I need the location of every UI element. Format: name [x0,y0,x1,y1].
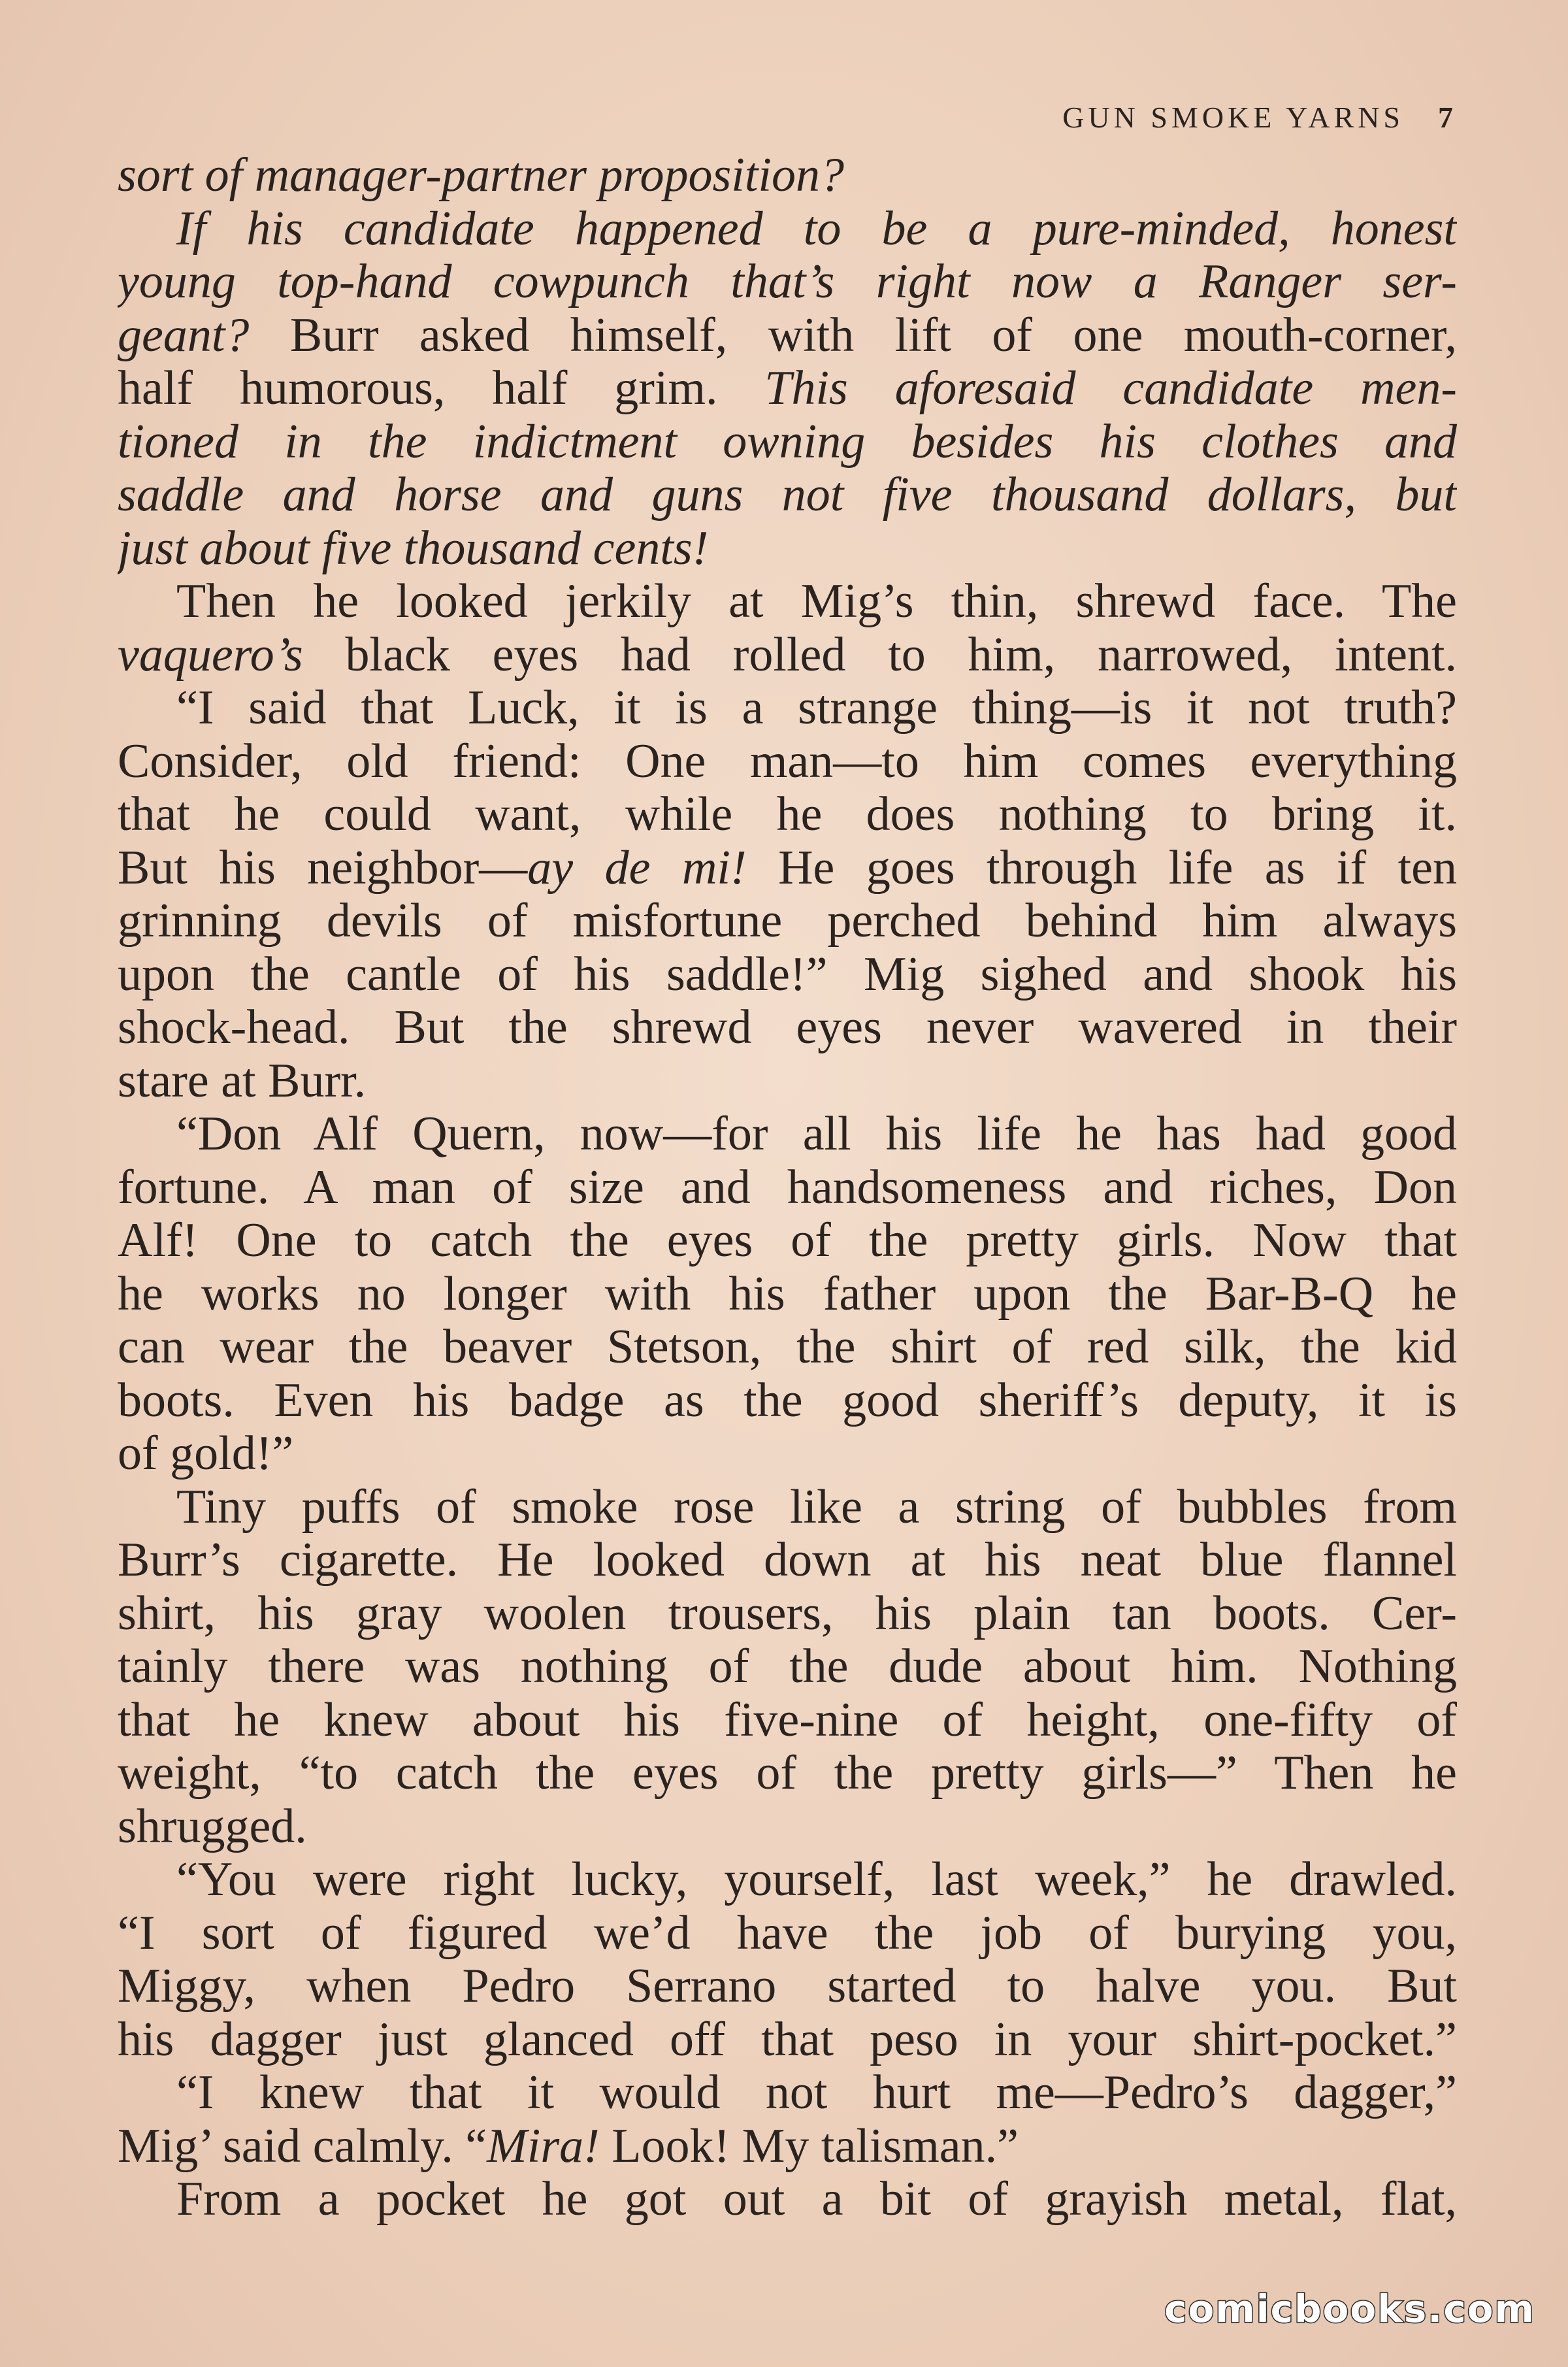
text-segment: shirt, his gray woolen trousers, his plain tan boots. Cer- [118,1587,1457,1640]
text-segment: black eyes had rolled to him, narrowed, intent. [302,628,1457,682]
running-head-title: GUN SMOKE YARNS [1062,101,1404,134]
text-line [118,1268,1457,1321]
text-line [118,682,1457,735]
text-segment: Alf! One to catch the eyes of the pretty girls. Now that [118,1214,1457,1267]
text-line [118,1214,1457,1268]
text-segment: shock-head. But the shrewd eyes never wavered in their [118,1001,1457,1054]
text-line [118,575,1457,629]
text-line [118,735,1457,789]
text-segment: Burr asked himself, with lift of one mouth-corner, [249,308,1457,362]
text-segment: But his neighbor— [118,841,528,895]
text-line [118,1907,1457,1961]
text-segment: tainly there was nothing of the dude about him. Nothing [118,1640,1457,1693]
text-line [118,1534,1457,1587]
italic-text-segment: vaquero’s [118,628,303,682]
text-line [118,1853,1457,1907]
italic-text-segment: Mira! [487,2119,600,2173]
text-line [118,1108,1457,1161]
text-line [118,1694,1457,1747]
text-segment: that he could want, while he does nothing to bring it. [118,788,1457,841]
text-line [118,2066,1457,2120]
text-segment: Miggy, when Pedro Serrano started to halve you. But [118,1960,1457,2013]
text-segment: “I knew that it would not hurt me—Pedro’s dagger,” [176,2066,1457,2119]
text-segment: Then he looked jerkily at Mig’s thin, shrewd face. The [176,575,1457,628]
italic-text-segment: sort of manager-partner proposition? [118,149,844,202]
text-segment: that he knew about his five-nine of height, one-fifty of [118,1693,1457,1747]
text-line [118,1481,1457,1534]
text-line [118,1960,1457,2013]
text-line [118,469,1457,522]
text-segment: fortune. A man of size and handsomeness and riches, Don [118,1161,1457,1214]
text-line [118,1587,1457,1641]
text-line [118,895,1457,948]
text-segment: Burr’s cigarette. He looked down at his neat blue flannel [118,1534,1457,1587]
text-line [118,309,1457,363]
text-segment: grinning devils of misfortune perched behind him always [118,895,1457,948]
text-segment: weight, “to catch the eyes of the pretty girls—” Then he [118,1747,1457,1800]
text-line [118,1800,1457,1854]
text-segment: Tiny puffs of smoke rose like a string of bubbles from [176,1480,1457,1534]
text-line [118,1001,1457,1055]
text-segment: Mig’ said calmly. “ [118,2119,487,2173]
text-segment: “I sort of figured we’d have the job of burying you, [118,1906,1457,1960]
text-segment: “I said that Luck, it is a strange thing—is it not truth? [176,682,1457,735]
body-text [118,149,1457,2226]
text-line [118,1640,1457,1694]
text-line [118,2120,1457,2174]
page-number: 7 [1438,101,1457,134]
text-line [118,629,1457,682]
text-line [118,1161,1457,1215]
text-line [118,2173,1457,2226]
text-segment: shrugged. [118,1800,307,1853]
text-line [118,1321,1457,1374]
text-segment: Consider, old friend: One man—to him comes everything [118,735,1457,788]
text-line [118,416,1457,469]
text-line [118,149,1457,203]
text-line [118,788,1457,842]
text-line [118,1747,1457,1800]
italic-text-segment: saddle and horse and guns not five thousand dollars, but [118,469,1457,521]
italic-text-segment: ay de mi! [527,841,747,895]
text-line [118,1374,1457,1428]
italic-text-segment: If his candidate happened to be a pure-minded, honest [176,202,1457,256]
text-segment: half humorous, half grim. [118,362,765,415]
text-line [118,256,1457,309]
italic-text-segment: young top-hand cowpunch that’s right now a Ranger ser- [118,256,1457,308]
italic-text-segment: This aforesaid candidate men- [764,362,1457,415]
italic-text-segment: tioned in the indictment owning besides his clothes and [118,415,1457,469]
italic-text-segment: just about five thousand cents! [118,521,709,575]
book-page [118,98,1457,2274]
text-segment: “You were right lucky, yourself, last week,” he drawled. [176,1853,1457,1906]
text-line [118,362,1457,416]
text-line [118,203,1457,256]
text-segment: upon the cantle of his saddle!” Mig sighed and shook his [118,948,1457,1001]
italic-text-segment: geant? [118,308,250,362]
text-line [118,522,1457,576]
text-segment: of gold!” [118,1427,294,1480]
text-line [118,1427,1457,1481]
running-head [1062,98,1457,137]
text-line [118,842,1457,895]
text-line [118,1055,1457,1108]
text-segment: he works no longer with his father upon the Bar-B-Q he [118,1267,1457,1321]
text-segment: can wear the beaver Stetson, the shirt of red silk, the kid [118,1321,1457,1374]
text-line [118,2013,1457,2067]
text-segment: stare at Burr. [118,1054,367,1108]
text-segment: “Don Alf Quern, now—for all his life he has had good [176,1108,1457,1161]
text-line [118,948,1457,1002]
text-segment: Look! My talisman.” [599,2119,1019,2173]
watermark-logo: comicbooks.com [1164,2287,1535,2331]
text-segment: From a pocket he got out a bit of grayish metal, flat, [176,2173,1457,2226]
text-segment: boots. Even his badge as the good sheriff’s deputy, it is [118,1374,1457,1427]
text-segment: his dagger just glanced off that peso in your shirt-pocket.” [118,2013,1457,2066]
text-segment: He goes through life as if ten [746,841,1457,895]
